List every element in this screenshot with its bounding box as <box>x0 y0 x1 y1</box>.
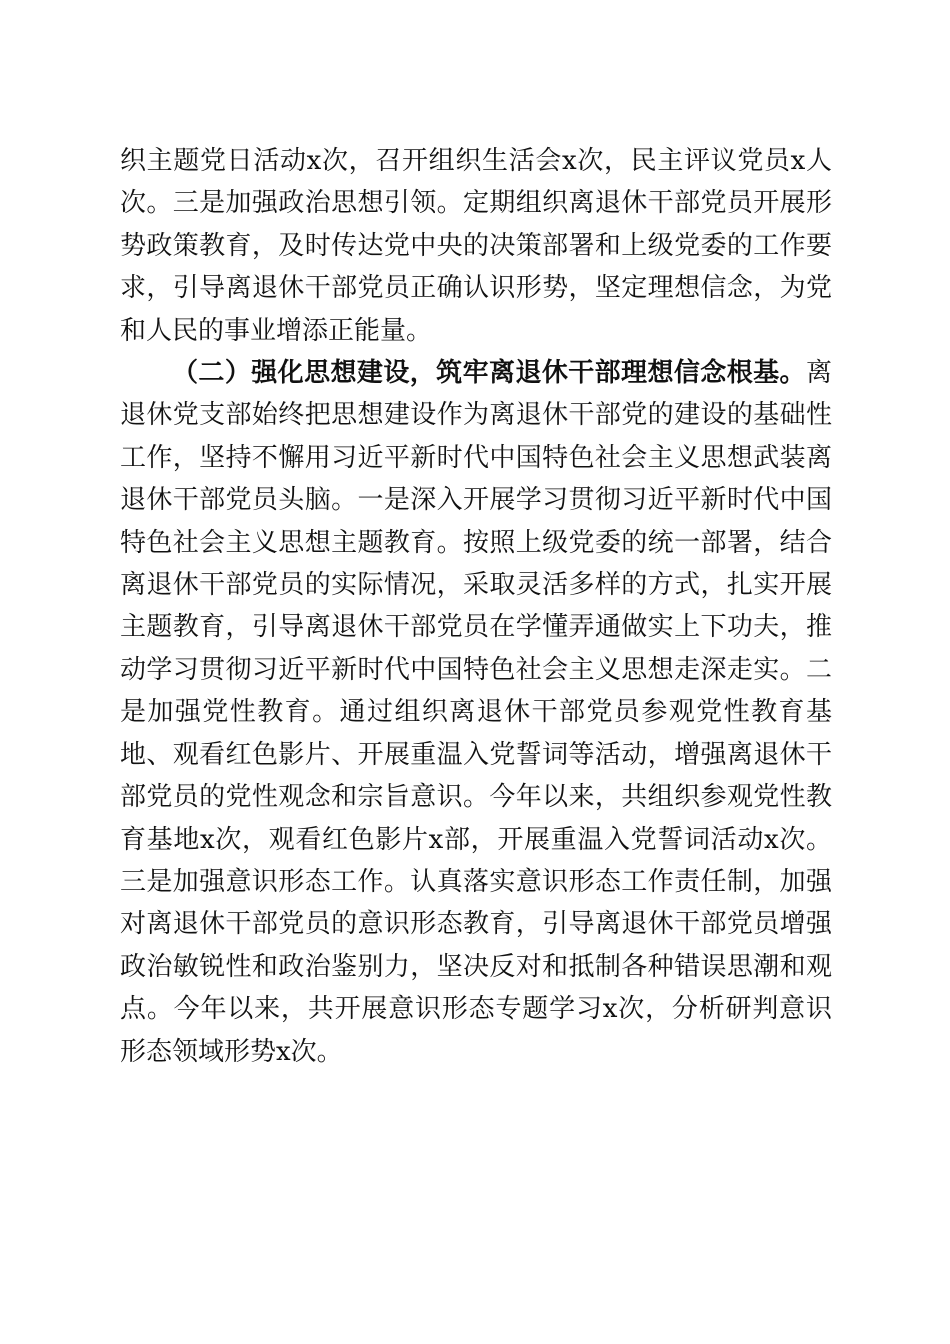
document-body <box>120 140 832 1073</box>
paragraph-continuation <box>120 140 832 352</box>
paragraph-text: 织主题党日活动x次，召开组织生活会x次，民主评议党员x人次。三是加强政治思想引领。定期组织离退休干部党员开展形势政策教育，及时传达党中央的决策部署和上级党委的工作要求，引导离退休干部党员正确认识形势，坚定理想信念，为党和人民的事业增添正能量。 <box>120 146 832 346</box>
section-heading: （二）强化思想建设，筑牢离退休干部理想信念根基。 <box>172 358 806 389</box>
paragraph-text: 离退休党支部始终把思想建设作为离退休干部党的建设的基础性工作，坚持不懈用习近平新时代中国特色社会主义思想武装离退休干部党员头脑。一是深入开展学习贯彻习近平新时代中国特色社会主义思想主题教育。按照上级党委的统一部署，结合离退休干部党员的实际情况，采取灵活多样的方式，扎实开展主题教育，引导离退休干部党员在学懂弄通做实上下功夫，推动学习贯彻习近平新时代中国特色社会主义思想走深走实。二是加强党性教育。通过组织离退休干部党员参观党性教育基地、观看红色影片、开展重温入党誓词等活动，增强离退休干部党员的党性观念和宗旨意识。今年以来，共组织参观党性教育基地x次，观看红色影片x部，开展重温入党誓词活动x次。三是加强意识形态工作。认真落实意识形态工作责任制，加强对离退休干部党员的意识形态教育，引导离退休干部党员增强政治敏锐性和政治鉴别力，坚决反对和抵制各种错误思潮和观点。今年以来，共开展意识形态专题学习x次，分析研判意识形态领域形势x次。 <box>120 358 832 1067</box>
paragraph-section-two <box>120 352 832 1073</box>
